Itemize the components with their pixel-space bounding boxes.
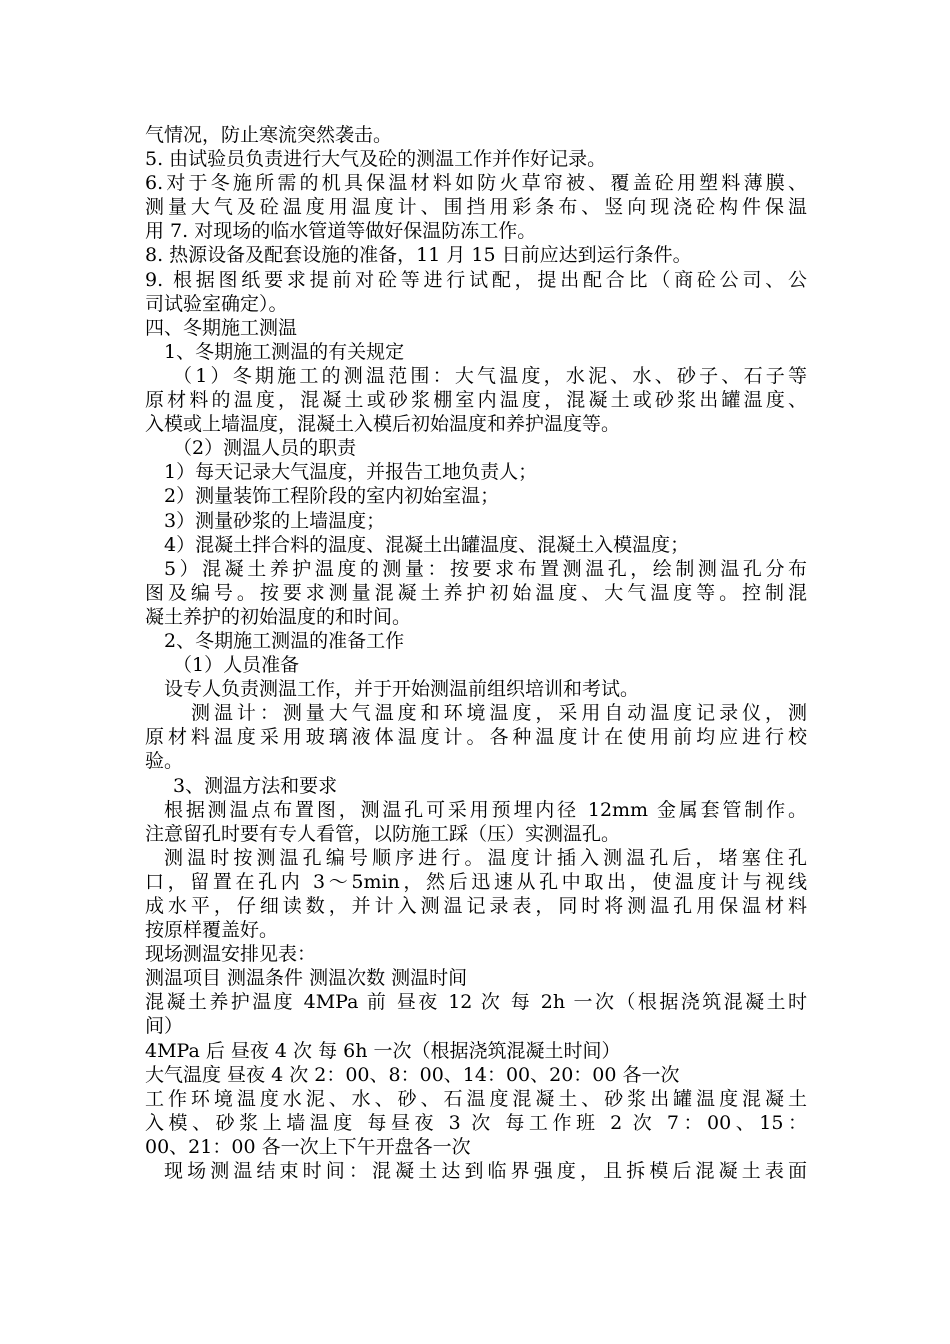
list-item-8: 8. 热源设备及配套设施的准备，11 月 15 日前应达到运行条件。: [145, 244, 692, 267]
procedure-paragraph-cont: 成水平，仔细读数，并计入测温记录表，同时将测温孔用保温材料: [145, 895, 807, 917]
list-item-6: 6.对于冬施所需的机具保温材料如防火草帘被、覆盖砼用塑料薄膜、: [145, 172, 807, 195]
list-item-5: 5. 由试验员负责进行大气及砼的测温工作并作好记录。: [145, 148, 607, 171]
duty-1: 1）每天记录大气温度，并报告工地负责人；: [164, 461, 538, 484]
schedule-row: 混凝土养护温度 4MPa 前 昼夜 12 次 每 2h 一次（根据浇筑混凝土时: [145, 991, 807, 1014]
list-item-6-cont: 测量大气及砼温度用温度计、围挡用彩条布、竖向现浇砼构件保温: [145, 196, 807, 219]
schedule-intro: 现场测温安排见表：: [145, 943, 317, 966]
duty-5-cont: 图及编号。按要求测量混凝土养护初始温度、大气温度等。控制混: [145, 581, 807, 604]
subsection-heading-1: 1、冬期施工测温的有关规定: [164, 340, 405, 363]
list-item-7: 用 7. 对现场的临水管道等做好保温防冻工作。: [145, 220, 537, 243]
section-heading-4: 四、冬期施工测温: [145, 316, 298, 339]
end-time-paragraph: 现场测温结束时间：混凝土达到临界强度，且拆模后混凝土表面: [164, 1160, 807, 1183]
document-body: [145, 123, 807, 1183]
duty-2: 2）测量装饰工程阶段的室内初始室温；: [164, 485, 500, 508]
procedure-paragraph: 测温时按测温孔编号顺序进行。温度计插入测温孔后，堵塞住孔: [164, 846, 807, 869]
schedule-header: 测温项目 测温条件 测温次数 测温时间: [145, 967, 468, 990]
schedule-row: 工作环境温度水泥、水、砂、石温度混凝土、砂浆出罐温度混凝土: [145, 1087, 807, 1110]
subsection-heading-2: 2、冬期施工测温的准备工作: [164, 629, 405, 652]
thermometer-paragraph: 测温计：测量大气温度和环境温度，采用自动温度记录仪，测: [191, 702, 807, 725]
schedule-row: 4MPa 后 昼夜 4 次 每 6h 一次（根据浇筑混凝土时间）: [145, 1039, 621, 1062]
schedule-row-cont: 入模、砂浆上墙温度 每昼夜 3 次 每工作班 2 次 7：00、15：: [145, 1111, 807, 1134]
duty-3: 3）测量砂浆的上墙温度；: [164, 509, 386, 532]
duty-5: 5）混凝土养护温度的测量：按要求布置测温孔，绘制测温孔分布: [164, 557, 807, 580]
item-2-duties-heading: （2）测温人员的职责: [173, 437, 357, 460]
method-paragraph: 根据测温点布置图，测温孔可采用预埋内径 12mm 金属套管制作。: [164, 798, 807, 821]
schedule-row: 大气温度 昼夜 4 次 2：00、8：00、14：00、20：00 各一次: [145, 1063, 680, 1086]
procedure-paragraph-cont: 按原样覆盖好。: [145, 919, 279, 942]
schedule-row-cont: 间）: [145, 1015, 184, 1038]
thermometer-paragraph-cont: 验。: [145, 750, 184, 773]
paragraph-line: 设专人负责测温工作，并于开始测温前组织培训和考试。: [164, 678, 640, 701]
duty-5-cont: 凝土养护的初始温度的和时间。: [145, 605, 412, 628]
duty-4: 4）混凝土拌合料的温度、混凝土出罐温度、混凝土入模温度；: [164, 533, 690, 556]
paragraph-line: 气情况，防止寒流突然袭击。: [145, 124, 393, 146]
thermometer-paragraph-cont: 原材料温度采用玻璃液体温度计。各种温度计在使用前均应进行校: [145, 726, 807, 749]
item-1-cont: 入模或上墙温度，混凝土入模后初始温度和养护温度等。: [145, 413, 621, 436]
method-paragraph-cont: 注意留孔时要有专人看管，以防施工踩（压）实测温孔。: [145, 822, 621, 845]
item-1-personnel: （1）人员准备: [173, 654, 300, 677]
item-1-cont: 原材料的温度，混凝土或砂浆棚室内温度，混凝土或砂浆出罐温度、: [145, 389, 807, 412]
procedure-paragraph-cont: 口，留置在孔内 3～5min，然后迅速从孔中取出，使温度计与视线: [145, 870, 807, 893]
item-1-measurement-scope: （1）冬期施工的测温范围：大气温度，水泥、水、砂子、石子等: [173, 364, 807, 387]
schedule-row-cont: 00、21：00 各一次上下午开盘各一次: [145, 1135, 471, 1158]
subsection-heading-3: 3、测温方法和要求: [173, 774, 338, 797]
list-item-9: 9. 根据图纸要求提前对砼等进行试配，提出配合比（商砼公司、公: [145, 268, 807, 291]
list-item-9-cont: 司试验室确定）。: [145, 292, 288, 315]
